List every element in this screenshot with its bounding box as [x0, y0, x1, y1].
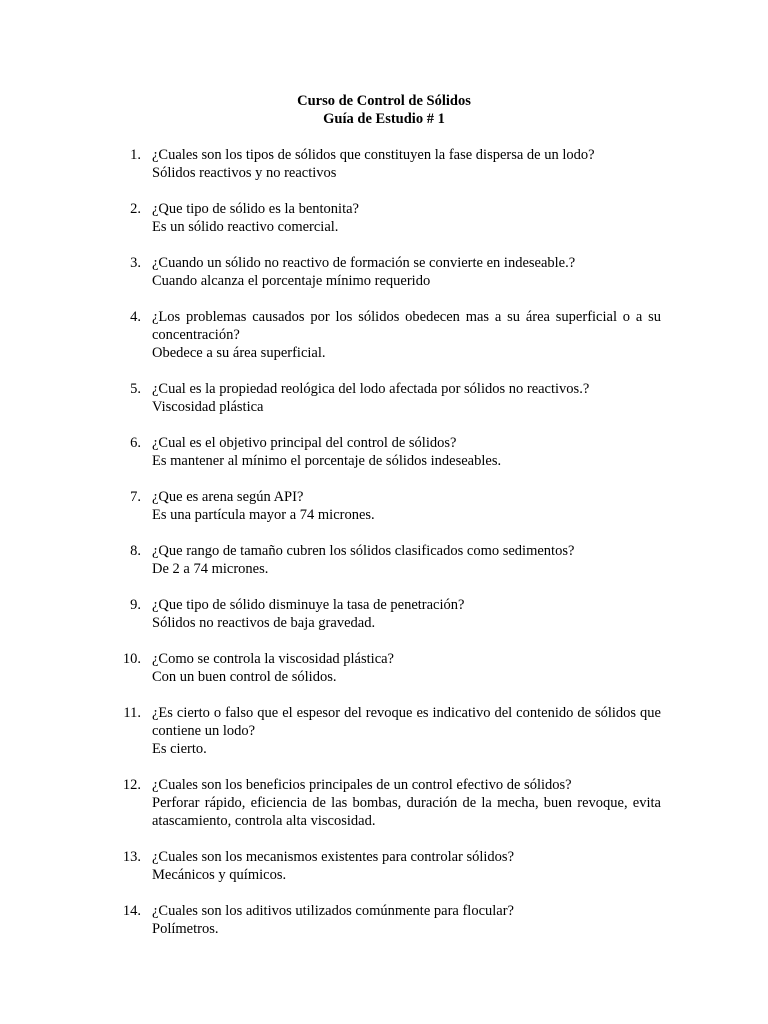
list-item: [0, 434, 661, 470]
answer-text: Es cierto.: [152, 741, 207, 757]
list-item: [0, 254, 661, 290]
item-number: 8.: [130, 543, 141, 559]
document-header: [0, 92, 768, 128]
answer-text: Polímetros.: [152, 921, 219, 937]
question-text: ¿Como se controla la viscosidad plástica?: [152, 651, 394, 667]
item-number: 11.: [123, 705, 141, 721]
answer-text: Viscosidad plástica: [152, 399, 264, 415]
answer-text: Cuando alcanza el porcentaje mínimo requerido: [152, 273, 431, 289]
answer-text: Perforar rápido, eficiencia de las bombas, duración de la mecha, buen revoque, evita atascamiento, controla alta viscosidad.: [152, 795, 661, 829]
question-text: ¿Los problemas causados por los sólidos obedecen mas a su área superficial o a su concentración?: [152, 309, 661, 343]
list-item: [0, 704, 661, 758]
list-item: [0, 848, 661, 884]
document-title: Curso de Control de Sólidos: [297, 93, 471, 109]
answer-text: Con un buen control de sólidos.: [152, 669, 337, 685]
question-text: ¿Cual es el objetivo principal del control de sólidos?: [152, 435, 457, 451]
item-number: 4.: [130, 309, 141, 325]
answer-text: Sólidos no reactivos de baja gravedad.: [152, 615, 376, 631]
item-number: 10.: [122, 651, 141, 667]
question-text: ¿Cual es la propiedad reológica del lodo afectada por sólidos no reactivos.?: [152, 381, 590, 397]
list-item: [0, 776, 661, 830]
question-text: ¿Cuales son los beneficios principales de un control efectivo de sólidos?: [152, 777, 572, 793]
question-text: ¿Es cierto o falso que el espesor del revoque es indicativo del contenido de sólidos que contiene un lodo?: [152, 705, 661, 739]
item-number: 1.: [130, 147, 141, 163]
list-item: [0, 380, 661, 416]
answer-text: Mecánicos y químicos.: [152, 867, 287, 883]
question-text: ¿Cuales son los mecanismos existentes para controlar sólidos?: [152, 849, 515, 865]
question-text: ¿Cuando un sólido no reactivo de formación se convierte en indeseable.?: [152, 255, 576, 271]
list-item: [0, 542, 661, 578]
item-number: 12.: [122, 777, 141, 793]
item-number: 13.: [122, 849, 141, 865]
list-item: [0, 200, 661, 236]
question-text: ¿Cuales son los aditivos utilizados comúnmente para flocular?: [152, 903, 514, 919]
item-number: 2.: [130, 201, 141, 217]
question-list: [0, 146, 768, 956]
answer-text: Es mantener al mínimo el porcentaje de sólidos indeseables.: [152, 453, 502, 469]
item-number: 7.: [130, 489, 141, 505]
list-item: [0, 650, 661, 686]
list-item: [0, 308, 661, 362]
list-item: [0, 902, 661, 938]
answer-text: Obedece a su área superficial.: [152, 345, 326, 361]
question-text: ¿Que tipo de sólido disminuye la tasa de penetración?: [152, 597, 465, 613]
question-text: ¿Cuales son los tipos de sólidos que constituyen la fase dispersa de un lodo?: [152, 147, 595, 163]
answer-text: Es un sólido reactivo comercial.: [152, 219, 339, 235]
item-number: 3.: [130, 255, 141, 271]
item-number: 5.: [130, 381, 141, 397]
list-item: [0, 146, 661, 182]
document-subtitle: Guía de Estudio # 1: [323, 111, 445, 127]
answer-text: De 2 a 74 micrones.: [152, 561, 269, 577]
answer-text: Es una partícula mayor a 74 micrones.: [152, 507, 375, 523]
item-number: 6.: [130, 435, 141, 451]
list-item: [0, 596, 661, 632]
question-text: ¿Que tipo de sólido es la bentonita?: [152, 201, 359, 217]
item-number: 9.: [130, 597, 141, 613]
answer-text: Sólidos reactivos y no reactivos: [152, 165, 337, 181]
question-text: ¿Que rango de tamaño cubren los sólidos clasificados como sedimentos?: [152, 543, 575, 559]
item-number: 14.: [122, 903, 141, 919]
list-item: [0, 488, 661, 524]
question-text: ¿Que es arena según API?: [152, 489, 304, 505]
